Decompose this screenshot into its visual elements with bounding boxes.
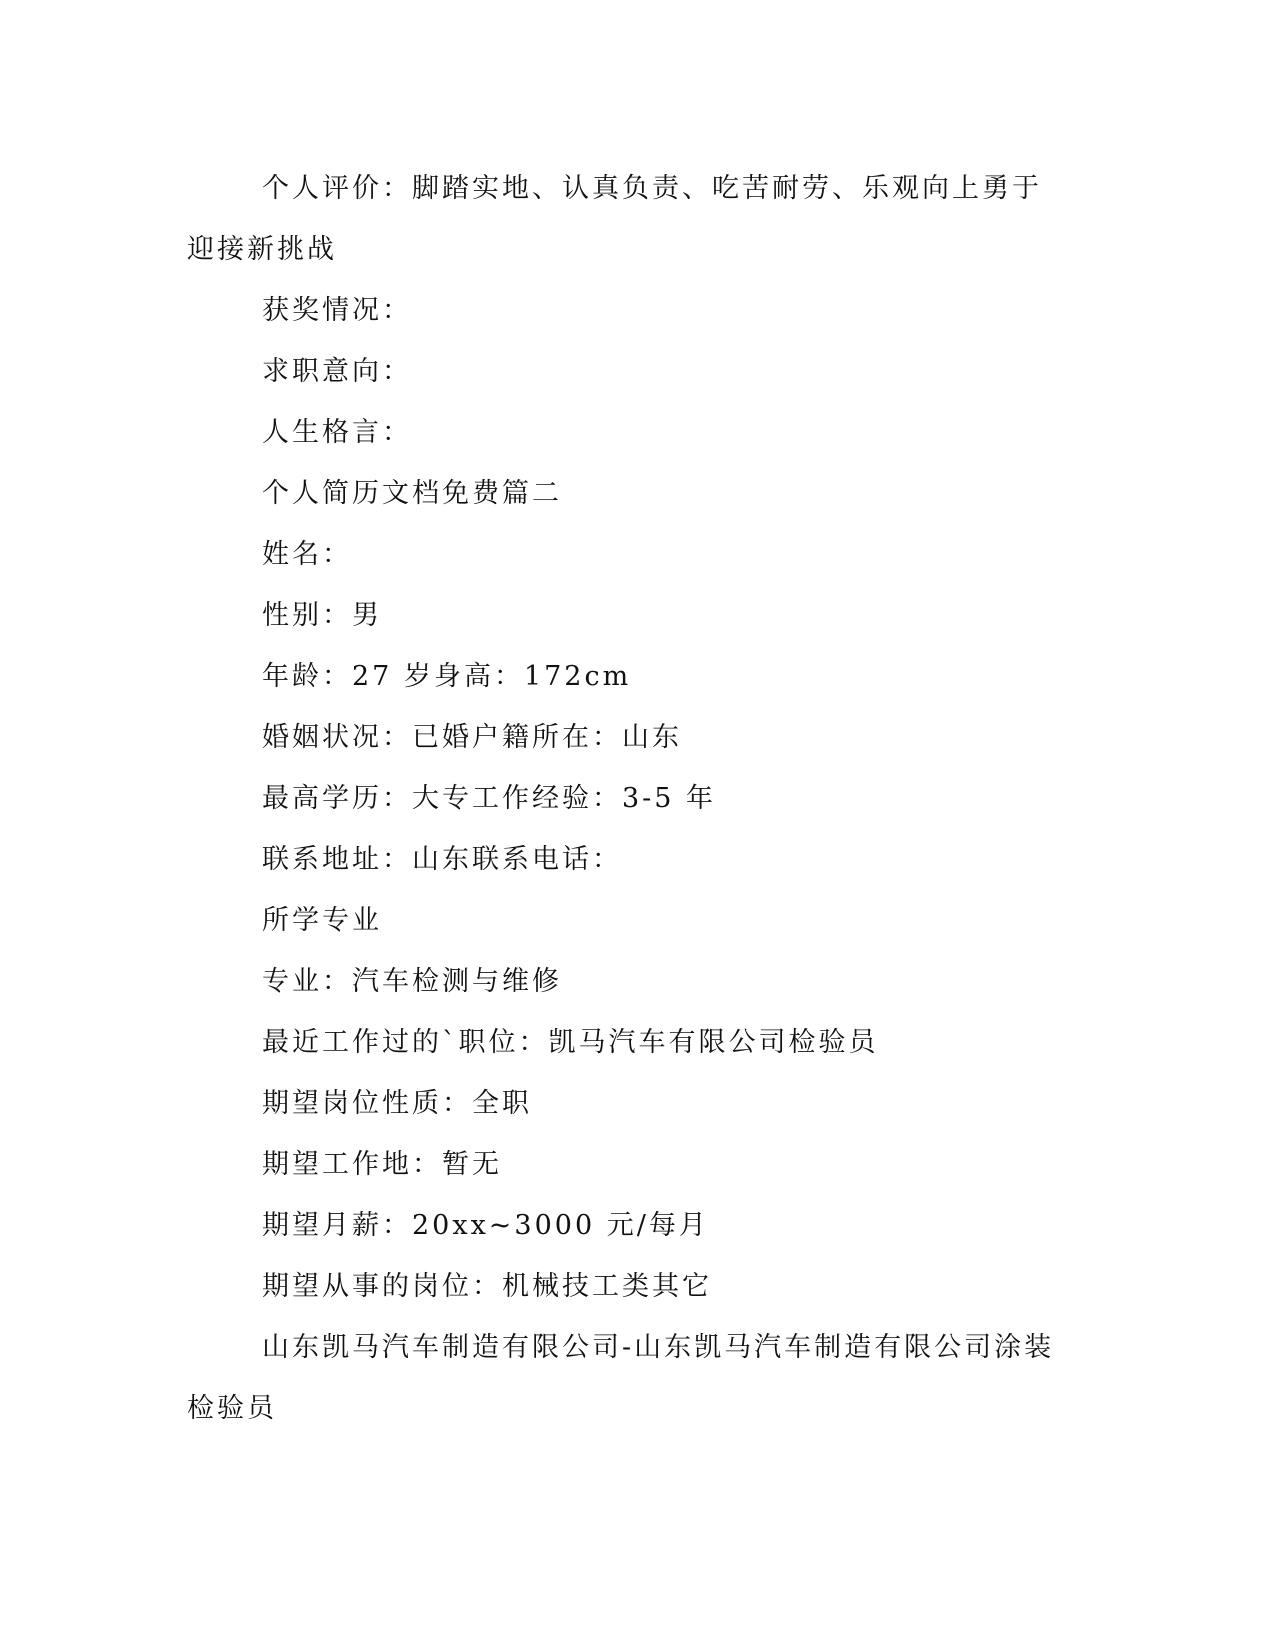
paragraph-address-phone: 联系地址：山东联系电话： [262,844,622,875]
paragraph-job-intention: 求职意向： [262,356,412,387]
paragraph-major-heading: 所学专业 [262,905,382,936]
paragraph-job-type: 期望岗位性质：全职 [262,1088,532,1119]
section-heading: 个人简历文档免费篇二 [262,478,562,509]
paragraph-work-history: 山东凯马汽车制造有限公司-山东凯马汽车制造有限公司涂装检验员 [187,1332,1055,1424]
paragraph-name: 姓名： [262,539,352,570]
paragraph-recent-position: 最近工作过的`职位：凯马汽车有限公司检验员 [262,1027,879,1058]
paragraph-awards: 获奖情况： [262,295,412,326]
paragraph-major: 专业：汽车检测与维修 [262,966,562,997]
paragraph-education-experience: 最高学历：大专工作经验：3-5 年 [262,783,717,814]
paragraph-age-height: 年龄：27 岁身高：172cm [262,661,632,692]
paragraph-work-location: 期望工作地：暂无 [262,1149,502,1180]
paragraph-life-motto: 人生格言： [262,417,412,448]
paragraph-gender: 性别：男 [262,600,382,631]
paragraph-expected-salary: 期望月薪：20xx~3000 元/每月 [262,1210,709,1241]
paragraph-personal-evaluation: 个人评价：脚踏实地、认真负责、吃苦耐劳、乐观向上勇于迎接新挑战 [187,173,1042,265]
document-body [187,158,1067,1439]
paragraph-marital-hukou: 婚姻状况：已婚户籍所在：山东 [262,722,682,753]
paragraph-expected-position: 期望从事的岗位：机械技工类其它 [262,1271,712,1302]
